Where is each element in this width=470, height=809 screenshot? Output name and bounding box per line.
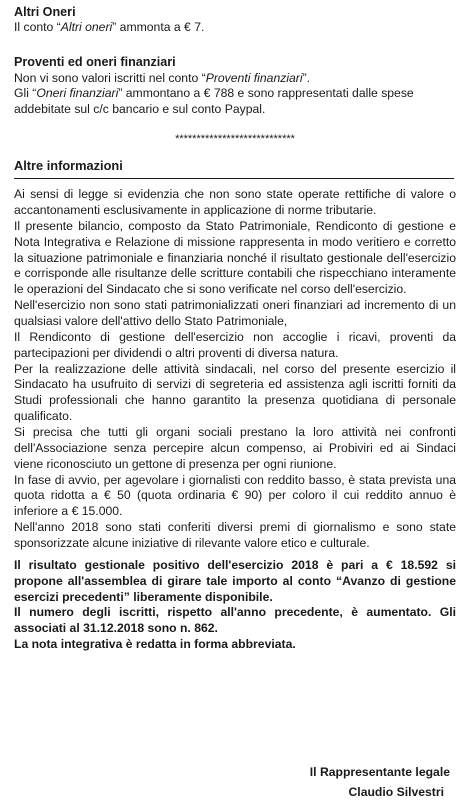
proventi-text-1: Non vi sono valori iscritti nel conto “Proventi finanziari”. <box>14 70 311 85</box>
info-paragraph: Per la realizzazione delle attività sindacali, nel corso del presente esercizio il Sindacato ha usufruito di servizi di segreteria ed assistenza agli iscritti forniti da Studi professionali che hanno garantito la presenza quotidiana di personale qualificato. <box>14 361 456 424</box>
bold-paragraph: Il risultato gestionale positivo dell'esercizio 2018 è pari a € 18.592 si propone all'assemblea di girare tale importo al conto “Avanzo di gestione esercizi precedenti” liberamente disponibile. <box>14 557 456 604</box>
section-rule <box>14 178 454 179</box>
info-paragraph: Ai sensi di legge si evidenzia che non sono state operate rettifiche di valore o accantonamenti esclusivamente in applicazione di norme tributarie. <box>14 187 456 217</box>
signature-block <box>310 763 450 802</box>
bold-paragraph: La nota integrativa è redatta in forma abbreviata. <box>14 637 296 652</box>
info-paragraph: Si precisa che tutti gli organi sociali prestano la loro attività nei confronti dell'Associazione senza percepire alcun compenso, ai Probiviri ed ai Sindaci viene riconosciuto un gettone di presenza per ogni riunione. <box>14 424 456 471</box>
bold-paragraph-list <box>14 558 456 653</box>
info-paragraph: Nell'anno 2018 sono stati conferiti diversi premi di giornalismo e sono state sponsorizzate alcune iniziative di rilevante valore etico e culturale. <box>14 520 456 550</box>
paragraph-list <box>14 187 456 552</box>
bold-paragraph: Il numero degli iscritti, rispetto all'anno precedente, è aumentato. Gli associati al 31.12.2018 sono n. 862. <box>14 605 456 636</box>
info-paragraph: Nell'esercizio non sono stati patrimonializzati oneri finanziari ad incremento di un qualsiasi valore dell'attivo dello Stato Patrimoniale, <box>14 298 456 328</box>
altri-oneri-heading: Altri Oneri <box>14 5 76 19</box>
info-paragraph: In fase di avvio, per agevolare i giornalisti con reddito basso, è stata prevista una quota ridotta a € 50 (quota ordinaria € 90) per coloro il cui reddito annuo è inferiore a € 15.000. <box>14 472 456 519</box>
info-paragraph: Il Rendiconto di gestione dell'esercizio non accoglie i ricavi, proventi da partecipazioni per dividendi o altri proventi di diversa natura. <box>14 329 456 360</box>
proventi-text-2: Gli “Oneri finanziari” ammontano a € 788 e sono rappresentati dalle spese addebitate sul c/c bancario e sul conto Paypal. <box>14 86 414 117</box>
altri-oneri-text: Il conto “Altri oneri” ammonta a € 7. <box>14 20 205 35</box>
signature-role: Il Rappresentante legale <box>309 765 450 779</box>
separator-stars: **************************** <box>175 133 295 146</box>
signature-name: Claudio Silvestri <box>348 784 444 799</box>
proventi-heading: Proventi ed oneri finanziari <box>14 55 176 70</box>
altre-informazioni-heading: Altre informazioni <box>14 158 123 174</box>
info-paragraph: Il presente bilancio, composto da Stato Patrimoniale, Rendiconto di gestione e Nota Integrativa e Relazione di missione rappresenta in modo veritiero e corretto la situazione patrimoniale e finanziaria nonché il risultato gestionale dell'esercizio e corrisponde alle risultanze delle scritture contabili che rispecchiano interamente le operazioni del Sindacato che si sono verificate nel corso dell'esercizio. <box>14 218 456 297</box>
